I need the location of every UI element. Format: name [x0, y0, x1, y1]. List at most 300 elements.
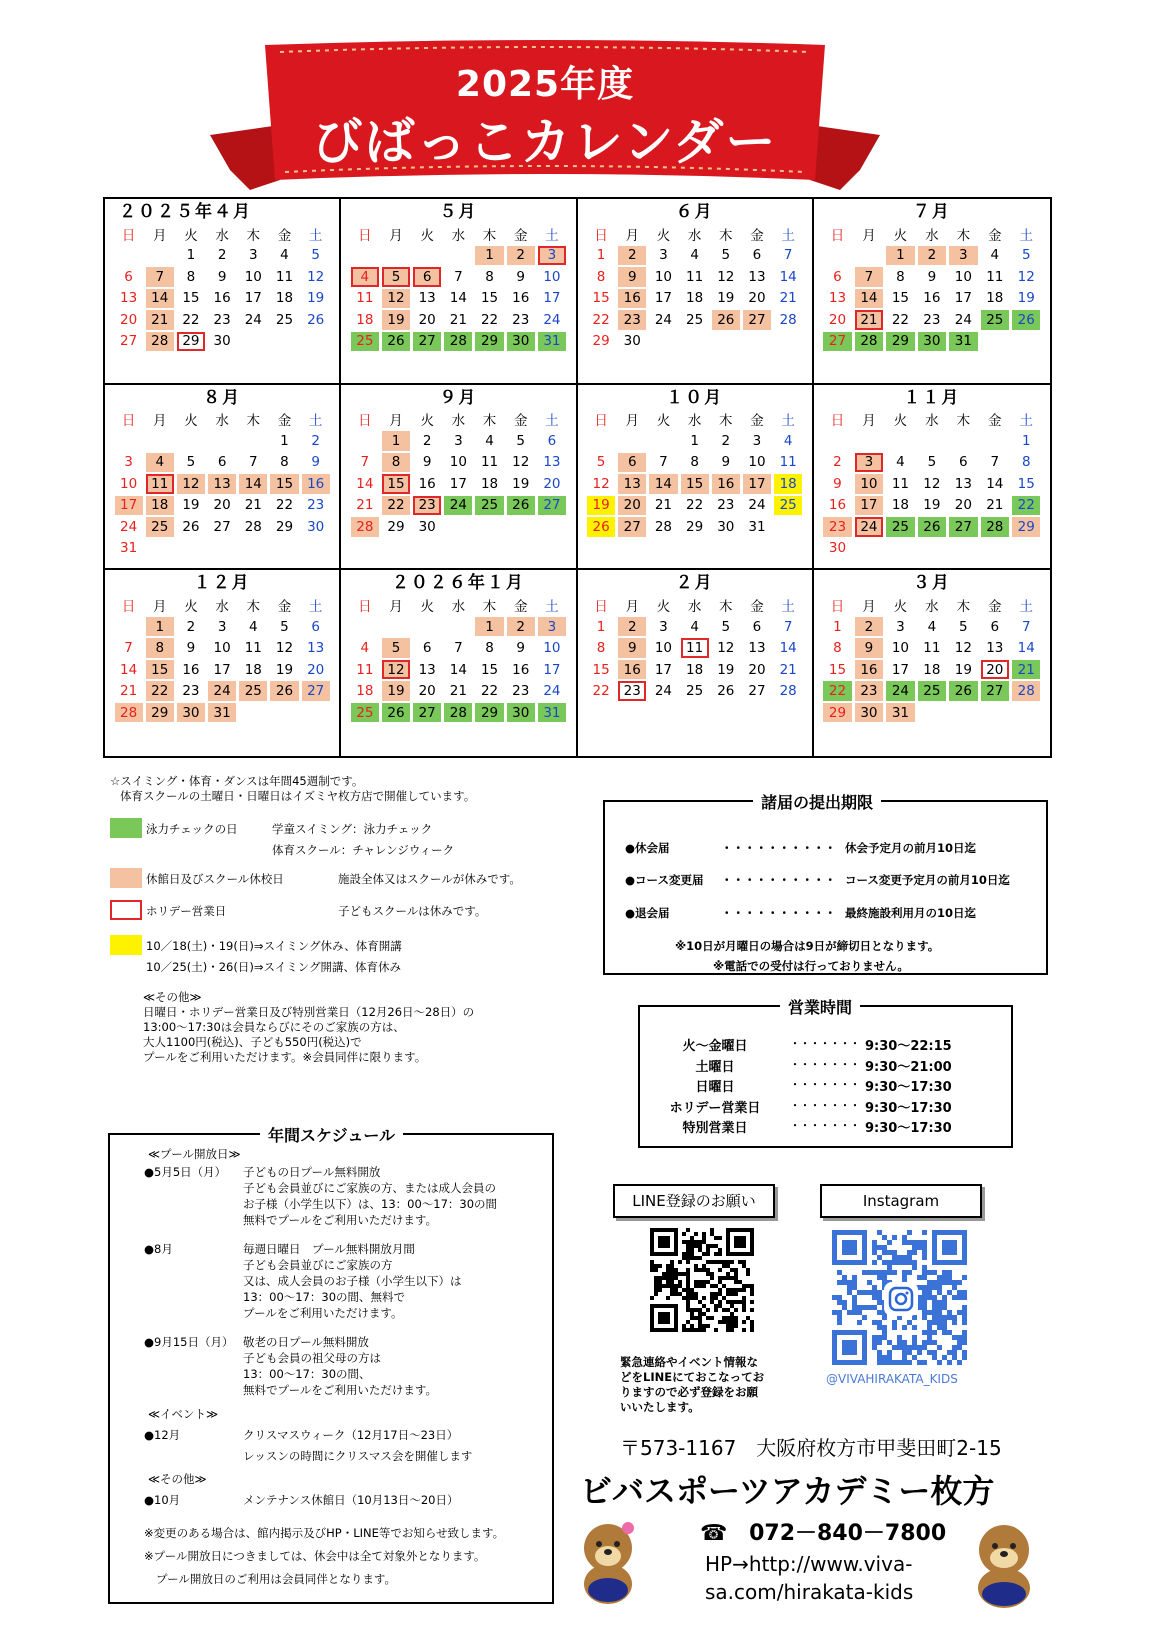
calendar-day: 8 [896, 268, 905, 285]
calendar-day: 9 [422, 454, 432, 471]
calendar-day: 17 [115, 496, 143, 516]
calendar-day: 6 [752, 247, 762, 264]
empty-cell [855, 246, 883, 266]
calendar-day: 6 [833, 268, 842, 285]
weekday-header: 木 [482, 599, 497, 616]
instagram-icon [884, 1282, 918, 1316]
calendar-day: 14 [779, 640, 797, 657]
month-day-grid [113, 594, 331, 723]
hours-time: 9:30～22:15 [865, 1039, 952, 1054]
month-block [341, 199, 577, 385]
calendar-day: 31 [119, 540, 138, 557]
calendar-day: 22 [686, 497, 704, 514]
calendar-day: 25 [351, 703, 379, 723]
calendar-day: 31 [538, 332, 566, 352]
calendar-day: 23 [923, 311, 941, 328]
calendar-day: 1 [690, 432, 699, 449]
otter-mascot-left-icon [568, 1516, 648, 1608]
calendar-day: 24 [954, 311, 972, 328]
empty-cell [413, 617, 441, 637]
calendar-day: 9 [311, 454, 320, 471]
calendar-day: 26 [507, 496, 535, 516]
calendar-day: 21 [356, 497, 374, 514]
weekday-header: 日 [121, 413, 136, 430]
calendar-day: 12 [954, 640, 972, 657]
legend-swim-label: 泳力チェックの日 [146, 822, 238, 836]
calendar-day: 4 [990, 247, 1000, 264]
calendar-day: 2 [422, 432, 432, 449]
calendar-day: 15 [480, 290, 499, 307]
calendar-day: 24 [654, 311, 673, 328]
calendar-day: 2 [721, 432, 731, 449]
calendar-day: 11 [986, 268, 1004, 285]
calendar-day: 4 [360, 640, 370, 657]
calendar-day: 9 [618, 638, 646, 658]
month-day-grid [586, 223, 804, 352]
calendar-day: 12 [382, 289, 410, 309]
weekday-header: 木 [246, 413, 261, 430]
calendar-day: 19 [382, 310, 410, 330]
calendar-day: 30 [177, 703, 205, 723]
calendar-day: 11 [779, 454, 797, 471]
calendar-day: 25 [774, 496, 802, 516]
schedule-box [108, 1126, 554, 1604]
weekday-header: 火 [184, 227, 198, 244]
phone-number[interactable]: 072－840－7800 [749, 1521, 947, 1546]
calendar-day: 26 [382, 332, 410, 352]
calendar-day: 16 [618, 289, 646, 309]
calendar-day: 21 [654, 497, 673, 514]
calendar-day: 12 [717, 268, 735, 285]
calendar-day: 16 [418, 475, 436, 492]
calendar-day: 4 [351, 267, 379, 287]
schedule-aug-5: プールをご利用いただけます。 [243, 1306, 403, 1320]
address: 〒573-1167 大阪府枚方市甲斐田町2-15 [620, 1436, 1002, 1460]
calendar-day: 12 [382, 660, 410, 680]
calendar-day: 24 [748, 497, 766, 514]
weekday-header: 水 [687, 413, 702, 430]
month-day-grid [349, 223, 567, 352]
calendar-day: 16 [855, 660, 883, 680]
other-line-2: 13:00～17:30は会員ならびにそのご家族の方は、 [143, 1020, 405, 1034]
calendar-day: 26 [712, 310, 740, 330]
calendar-day: 12 [923, 475, 941, 492]
calendar-day: 6 [311, 618, 320, 635]
calendar-day: 27 [119, 333, 138, 350]
calendar-day: 9 [186, 640, 196, 657]
schedule-pool-head: ≪プール開放日≫ [148, 1147, 241, 1161]
calendar-day: 23 [823, 517, 851, 537]
calendar-day: 3 [538, 246, 566, 266]
calendar-day: 3 [659, 247, 668, 264]
calendar-day: 12 [717, 640, 735, 657]
calendar-day: 7 [1021, 618, 1031, 635]
calendar-day: 31 [748, 518, 766, 535]
calendar-day: 13 [618, 474, 646, 494]
weekday-header: 水 [925, 599, 939, 616]
calendar-day: 10 [119, 475, 138, 492]
calendar-day: 10 [244, 268, 262, 285]
weekday-header: 火 [656, 227, 671, 244]
weekday-header: 土 [781, 599, 795, 616]
weekday-header: 水 [925, 413, 939, 430]
calendar-day: 15 [828, 661, 847, 678]
calendar-day: 21 [119, 683, 138, 700]
calendar-day: 10 [543, 640, 561, 657]
calendar-day: 9 [618, 267, 646, 287]
schedule-foot-3: プール開放日のご利用は会員同伴となります。 [156, 1572, 397, 1586]
weekday-header: 月 [389, 413, 403, 430]
calendar-day: 26 [1012, 310, 1040, 330]
calendar-day: 2 [217, 247, 227, 264]
calendar-day: 30 [307, 518, 325, 535]
hours-label: ホリデー営業日 [669, 1100, 761, 1116]
empty-cell [146, 431, 174, 451]
calendar-day: 28 [779, 311, 797, 328]
calendar-day: 16 [828, 497, 847, 514]
calendar-day: 29 [886, 332, 914, 352]
calendar-day: 2 [507, 246, 535, 266]
calendar-day: 4 [280, 247, 289, 264]
weekday-header: 水 [215, 227, 229, 244]
calendar-day: 28 [444, 332, 472, 352]
homepage-url[interactable]: HP→http://www.viva- sa.com/hirakata-kids [705, 1552, 914, 1604]
calendar-day: 5 [721, 618, 731, 635]
empty-cell [649, 431, 677, 451]
calendar-day: 17 [855, 496, 883, 516]
weekday-header: 金 [988, 227, 1002, 244]
legend-swim-desc-2: 体育スクール：チャレンジウィーク [272, 843, 455, 857]
weekday-header: 月 [153, 413, 167, 430]
calendar-day: 20 [981, 660, 1009, 680]
month-title: ２０２６年１月 [391, 573, 525, 594]
calendar-day: 14 [239, 474, 267, 494]
calendar-day: 25 [146, 517, 174, 537]
calendar-day: 15 [1017, 475, 1035, 492]
calendar-day: 30 [418, 518, 436, 535]
calendar-day: 20 [618, 496, 646, 516]
weekday-header: 月 [625, 413, 639, 430]
calendar-day: 28 [855, 332, 883, 352]
hours-label: 土曜日 [695, 1059, 735, 1075]
schedule-aug-2: 子ども会員並びにご家族の方 [243, 1258, 393, 1272]
month-block [578, 570, 814, 756]
calendar-day: 16 [182, 661, 200, 678]
schedule-sep-1: 敬老の日プール無料開放 [243, 1335, 369, 1349]
calendar-day: 21 [449, 311, 467, 328]
hours-dots: ・・・・・・・ [790, 1059, 860, 1071]
calendar-day: 10 [891, 640, 909, 657]
calendar-day: 1 [382, 431, 410, 451]
calendar-day: 20 [119, 311, 138, 328]
calendar-day: 15 [182, 290, 200, 307]
schedule-may-4: 無料でプールをご利用いただけます。 [243, 1213, 438, 1227]
other-line-4: プールをご利用いただけます。※会員同伴に限ります。 [143, 1050, 427, 1064]
weekday-header: 日 [358, 227, 372, 244]
month-title: ６月 [675, 202, 714, 222]
calendar-day: 29 [146, 703, 174, 723]
calendar-day: 14 [119, 661, 138, 678]
calendar-day: 1 [186, 247, 196, 264]
schedule-oct-label: ●10月 [144, 1493, 181, 1507]
month-day-grid [586, 409, 804, 538]
empty-cell [351, 246, 379, 266]
calendar-day: 3 [855, 453, 883, 473]
calendar-day: 22 [823, 681, 851, 701]
calendar-day: 10 [954, 268, 972, 285]
weekday-header: 火 [893, 227, 908, 244]
calendar-day: 18 [686, 290, 704, 307]
calendar-day: 30 [507, 703, 535, 723]
weekday-header: 木 [482, 227, 497, 244]
calendar-day: 21 [244, 497, 262, 514]
calendar-day: 5 [516, 432, 526, 449]
calendar-day: 11 [356, 290, 374, 307]
calendar-day: 15 [270, 474, 298, 494]
legend-holiday-label: ホリデー営業日 [146, 904, 227, 918]
calendar-day: 25 [918, 681, 946, 701]
calendar-day: 2 [618, 246, 646, 266]
calendar-day: 27 [949, 517, 977, 537]
calendar-day: 19 [275, 661, 294, 678]
legend-yellow-1: 10／18(土)・19(日)⇒スイミング休み、体育開講 [146, 939, 402, 953]
calendar-day: 11 [275, 268, 294, 285]
deadline-title: 諸届の提出期限 [753, 790, 881, 813]
calendar-day: 24 [208, 681, 236, 701]
calendar-day: 13 [986, 640, 1004, 657]
weekday-header: 日 [121, 599, 136, 616]
calendar-day: 25 [886, 517, 914, 537]
month-day-grid [586, 594, 804, 702]
calendar-day: 7 [360, 454, 370, 471]
weekday-header: 月 [862, 413, 876, 430]
calendar-day: 7 [124, 640, 133, 657]
month-block [341, 570, 577, 756]
schedule-dec-2: レッスンの時間にクリスマス会を開催します [243, 1449, 473, 1463]
calendar-day: 3 [896, 618, 905, 635]
calendar-day: 1 [146, 617, 174, 637]
hours-box [638, 998, 1013, 1148]
hours-dots: ・・・・・・・ [790, 1100, 860, 1112]
calendar-day: 11 [146, 474, 174, 494]
calendar-day: 8 [833, 640, 842, 657]
calendar-day: 17 [654, 661, 673, 678]
title-banner [210, 40, 880, 190]
schedule-sep-3: 13：00～17：30の間、 [243, 1367, 371, 1381]
calendar-day: 28 [654, 518, 673, 535]
deadline-note-2: ※電話での受付は行っておりません。 [713, 959, 909, 973]
calendar-day: 6 [217, 454, 227, 471]
calendar-day: 27 [213, 518, 231, 535]
weekday-header: 金 [750, 599, 764, 616]
calendar-day: 8 [280, 454, 289, 471]
calendar-day: 29 [592, 333, 610, 350]
month-block [814, 570, 1050, 756]
calendar-day: 6 [413, 267, 441, 287]
calendar-day: 8 [1021, 454, 1031, 471]
weekday-header: 木 [482, 413, 497, 430]
calendar-day: 7 [659, 454, 668, 471]
calendar-day: 8 [485, 640, 494, 657]
schedule-sep-2: 子ども会員の祖父母の方は [243, 1351, 381, 1365]
calendar-day: 1 [280, 432, 289, 449]
calendar-day: 14 [855, 289, 883, 309]
calendar-day: 7 [146, 267, 174, 287]
calendar-day: 18 [356, 683, 374, 700]
empty-cell [949, 431, 977, 451]
calendar-day: 2 [918, 246, 946, 266]
calendar-day: 25 [475, 496, 503, 516]
calendar-day: 26 [587, 517, 615, 537]
empty-cell [239, 431, 267, 451]
calendar-day: 13 [418, 290, 436, 307]
calendar-day: 28 [444, 703, 472, 723]
empty-cell [382, 617, 410, 637]
calendar-day: 29 [1012, 517, 1040, 537]
weekday-header: 金 [750, 227, 764, 244]
calendar-day: 18 [891, 497, 909, 514]
calendar-day: 10 [449, 454, 467, 471]
calendar-day: 1 [833, 618, 842, 635]
calendar-day: 6 [618, 453, 646, 473]
calendar-day: 17 [244, 290, 262, 307]
calendar-day: 5 [959, 618, 968, 635]
weekday-header: 日 [830, 227, 845, 244]
weekday-header: 土 [545, 227, 559, 244]
weekday-header: 水 [451, 227, 466, 244]
calendar-day: 26 [307, 311, 325, 328]
facility-name: ビバスポーツアカデミー枚方 [580, 1472, 995, 1510]
month-title: ９月 [439, 387, 478, 408]
calendar-day: 21 [779, 661, 797, 678]
calendar-day: 8 [690, 454, 699, 471]
calendar-day: 13 [748, 268, 766, 285]
calendar-day: 22 [592, 683, 610, 700]
calendar-day: 24 [444, 496, 472, 516]
weekday-header: 月 [389, 227, 403, 244]
weekday-header: 金 [513, 413, 528, 430]
calendar-day: 27 [748, 683, 766, 700]
calendar-day: 22 [146, 681, 174, 701]
calendar-day: 4 [927, 618, 937, 635]
calendar-day: 5 [596, 454, 606, 471]
hours-title: 営業時間 [780, 995, 860, 1018]
calendar-day: 9 [217, 268, 227, 285]
calendar-day: 4 [146, 453, 174, 473]
line-qr-code-icon[interactable] [650, 1228, 754, 1332]
weekday-header: 金 [988, 599, 1002, 616]
weekday-header: 金 [277, 599, 292, 616]
calendar-day: 15 [592, 661, 610, 678]
calendar-day: 1 [886, 246, 914, 266]
calendar-day: 8 [146, 638, 174, 658]
calendar-day: 14 [356, 475, 374, 492]
banner-year: 2025年度 [455, 64, 635, 105]
calendar-day: 15 [480, 661, 499, 678]
calendar-day: 25 [686, 683, 704, 700]
calendar-day: 28 [115, 703, 143, 723]
weekday-header: 土 [308, 413, 323, 430]
month-day-grid [113, 223, 331, 352]
calendar-day: 4 [690, 247, 699, 264]
phone-line [700, 1516, 946, 1547]
calendar-day: 18 [923, 661, 941, 678]
calendar-day: 20 [418, 311, 436, 328]
empty-cell [823, 246, 851, 266]
calendar-day: 17 [543, 290, 561, 307]
weekday-header: 土 [1019, 413, 1033, 430]
calendar-day: 3 [538, 617, 566, 637]
calendar-day: 27 [413, 332, 441, 352]
empty-cell [886, 431, 914, 451]
calendar-day: 1 [475, 617, 503, 637]
weekday-header: 日 [121, 227, 136, 244]
calendar-day: 11 [356, 661, 374, 678]
calendar-day: 24 [543, 683, 561, 700]
calendar-day: 18 [356, 311, 374, 328]
calendar-day: 26 [717, 683, 735, 700]
otter-mascot-right-icon [962, 1516, 1046, 1612]
notes [110, 774, 580, 804]
calendar-day: 3 [949, 246, 977, 266]
calendar-day: 23 [618, 681, 646, 701]
calendar-day: 27 [618, 517, 646, 537]
calendar-day: 25 [351, 332, 379, 352]
schedule-aug-4: 13：00～17：30の間、無料で [243, 1290, 406, 1304]
month-day-grid [349, 409, 567, 538]
calendar-day: 30 [855, 703, 883, 723]
weekday-header: 水 [687, 227, 702, 244]
weekday-header: 月 [862, 227, 876, 244]
calendar-day: 11 [891, 475, 909, 492]
empty-cell [351, 431, 379, 451]
schedule-sep-4: 無料でプールをご利用いただけます。 [243, 1383, 438, 1397]
calendar-day: 17 [213, 661, 231, 678]
calendar-day: 5 [721, 247, 731, 264]
month-title: １０月 [666, 387, 724, 408]
calendar-day: 25 [275, 311, 294, 328]
weekday-header: 金 [277, 227, 292, 244]
calendar-day: 13 [748, 640, 766, 657]
calendar-day: 10 [748, 454, 766, 471]
month-title: １１月 [903, 387, 961, 408]
weekday-header: 月 [153, 599, 167, 616]
calendar-day: 31 [208, 703, 236, 723]
calendar-day: 10 [855, 474, 883, 494]
instagram-handle[interactable]: @VIVAHIRAKATA_KIDS [826, 1372, 958, 1386]
calendar-day: 9 [516, 268, 526, 285]
calendar-day: 30 [717, 518, 735, 535]
month-title: ３月 [912, 573, 951, 594]
month-block [105, 570, 341, 756]
instagram-qr-code-icon[interactable] [832, 1230, 970, 1368]
line-note: 緊急連絡やイベント情報な どをLINEにておこなってお りますので必ず登録をお願 いいたします。 [620, 1355, 765, 1414]
calendar-day: 18 [986, 290, 1004, 307]
calendar-day: 27 [413, 703, 441, 723]
phone-icon: ☎ [700, 1521, 728, 1546]
line-label: LINE登録のお願い [613, 1184, 775, 1218]
month-block [578, 199, 814, 385]
schedule-aug-3: 又は、成人会員のお子様（小学生以下）は [243, 1274, 462, 1288]
weekday-header: 金 [513, 227, 528, 244]
legend-swim-desc-1: 学童スイミング：泳力チェック [272, 822, 433, 836]
weekday-header: 金 [513, 599, 528, 616]
calendar-day: 12 [512, 454, 530, 471]
weekday-header: 日 [830, 413, 845, 430]
empty-cell [146, 246, 174, 266]
schedule-may-2: 子ども会員並びにご家族の方、または成人会員の [243, 1181, 496, 1195]
calendar-day: 21 [986, 497, 1004, 514]
